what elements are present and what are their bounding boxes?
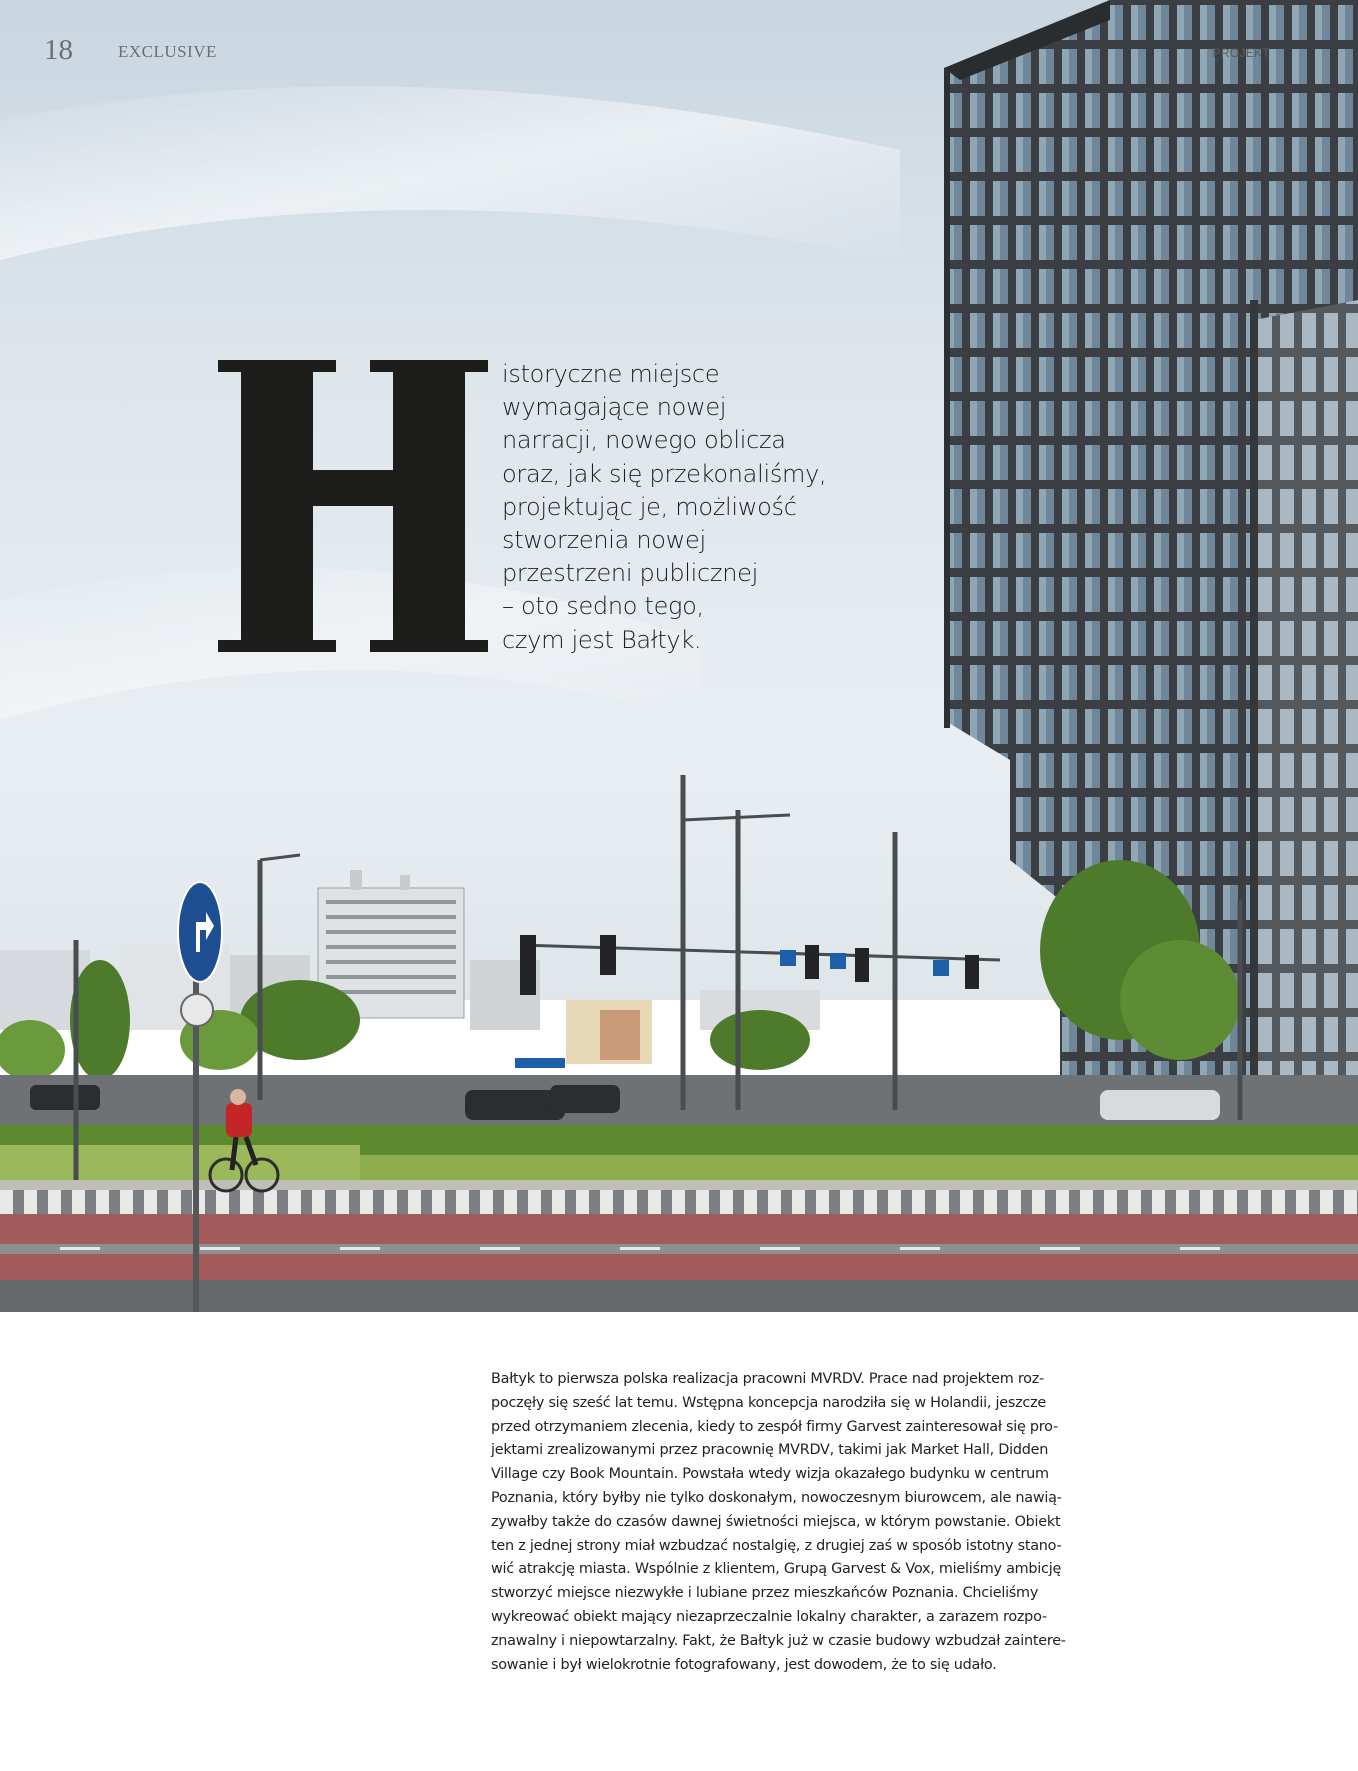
lead-line: przestrzeni publicznej xyxy=(502,559,758,588)
category-label: PROJEKT xyxy=(1212,46,1270,60)
page-header xyxy=(0,34,1358,64)
page-number: 18 xyxy=(44,34,73,66)
lead-line: oraz, jak się przekonaliśmy, xyxy=(502,459,827,488)
body-line: stworzyć miejsce niezwykłe i lubiane przez mieszkańców Poznania. Chcieliśmy xyxy=(491,1585,1039,1602)
lead-line: istoryczne miejsce xyxy=(502,360,720,388)
body-line: ten z jednej strony miał wzbudzać nostalgię, z drugiej zaś w sposób istotny stano- xyxy=(491,1537,1062,1554)
body-line: zywałby także do czasów dawnej świetności miejsca, w którym powstanie. Obiekt xyxy=(491,1513,1061,1530)
lead-line: wymagające nowej xyxy=(502,393,727,422)
dropcap-h-glyph xyxy=(218,360,488,652)
lead-line: narracji, nowego oblicza xyxy=(502,426,786,455)
lead-line: czym jest Bałtyk. xyxy=(502,625,702,654)
dropcap-letter xyxy=(218,360,488,652)
lead-line: – oto sedno tego, xyxy=(502,592,704,621)
lead-line: projektując je, możliwość xyxy=(502,492,797,521)
body-line: Village czy Book Mountain. Powstała wtedy wizja okazałego budynku w centrum xyxy=(491,1466,1049,1483)
body-line: wykreować obiekt mający niezaprzeczalnie lokalny charakter, a zarazem rozpo- xyxy=(491,1608,1047,1625)
body-line: wić atrakcję miasta. Wspólnie z klientem, Grupą Garvest & Vox, mieliśmy ambicję xyxy=(491,1561,1062,1578)
body-paragraph xyxy=(491,1368,1091,1677)
lead-line: stworzenia nowej xyxy=(502,526,706,555)
body-line: Bałtyk to pierwsza polska realizacja pracowni MVRDV. Prace nad projektem roz- xyxy=(491,1371,1044,1387)
body-line: Poznania, który byłby nie tylko doskonałym, nowoczesnym biurowcem, ale nawią- xyxy=(491,1489,1062,1506)
lead-paragraph xyxy=(502,358,832,657)
body-line: przed otrzymaniem zlecenia, kiedy to zespół firmy Garvest zainteresował się pro- xyxy=(491,1418,1058,1435)
body-line: poczęły się sześć lat temu. Wstępna koncepcja narodziła się w Holandii, jeszcze xyxy=(491,1394,1046,1411)
body-line: znawalny i niepowtarzalny. Fakt, że Bałtyk już w czasie budowy wzbudzał zaintere- xyxy=(491,1632,1066,1649)
body-line: sowanie i był wielokrotnie fotografowany, jest dowodem, że to się udało. xyxy=(491,1656,997,1673)
section-title: EXCLUSIVE xyxy=(118,42,217,61)
body-line: jektami zrealizowanymi przez pracownię MVRDV, takimi jak Market Hall, Didden xyxy=(491,1442,1049,1459)
